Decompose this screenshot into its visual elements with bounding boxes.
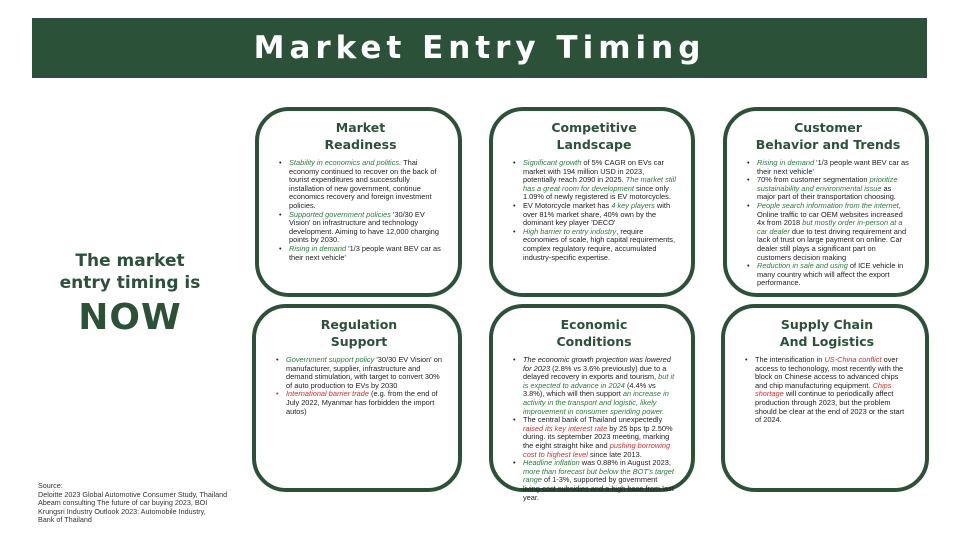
bullet-text: Chips shortage [755,380,892,399]
bullet-text: more than forecast but below the BOT's target range [523,466,674,485]
bullet-text: (2.8% vs 3.6% previously) due to a delayed recovery in exports and tourism, [523,363,667,382]
bullet-text: an increase in activity in the transport and logistic, likely improvement in consumer spending power. [523,389,669,416]
bullet-item [745,262,911,288]
source-label: Source: [38,481,63,490]
source-line: Krungsri Industry Outlook 2023: Automobile Industry, [38,506,206,516]
bullet-item [274,390,444,416]
bullet-text: The economic growth projection was lowered for 2023 [523,355,671,373]
card-title-line-1: Regulation [320,317,398,332]
card-title-line-1: Customer [794,120,862,135]
bullet-item [511,202,677,228]
bullet-item [511,459,677,502]
bullet-text: High barrier to entry industry [523,226,617,236]
bullet-text: Significant growth [523,158,582,167]
bullet-text: '30/30 EV Vision' on infrastructure and technology development. Aiming to have 12,000 charging points by 2030. [289,209,439,245]
card-title-line-1: Economic [560,317,628,332]
bullet-list [511,159,677,262]
title-banner [32,18,927,78]
bullet-item [277,245,444,262]
bullet-text: of 5% CAGR on EVs car market with 194 million USD in 2023, potentially reach 2090 in 2025. [523,158,664,185]
card-title-line-2: Landscape [556,137,632,152]
card-title-line-1: Market [335,120,386,135]
bullet-text: , Online traffic to car OEM websites increased 4x from 2018 [757,200,903,228]
hero-line-1: The market [75,251,185,271]
bullet-list [277,159,444,262]
card-title-line-2: Support [330,334,388,349]
hero-now: NOW [78,297,182,338]
hero-line-2: entry timing is [59,273,201,293]
bullet-list [743,356,911,425]
card-title [274,316,444,350]
card-market-readiness [255,107,462,297]
bullet-text: The intensification in [755,355,825,364]
card-economic-conditions [489,304,695,502]
bullet-item [511,159,677,202]
source-line: Bank of Thailand [38,515,92,525]
card-title-line-2: Readiness [324,137,397,152]
card-regulation-support [252,304,462,492]
bullet-list [745,159,911,288]
bullet-text: will continue to periodically affect production through 2023, but the problem should be clear at the end of 2023 or the start of 2024. [755,389,905,425]
bullet-text: US-China conflict [824,355,882,364]
bullet-text: since late 2013. [587,449,642,459]
card-title [511,316,677,350]
bullet-item [745,176,911,202]
bullet-text: 4 key players [611,200,655,210]
bullet-text: of 1-3%, supported by government living-cost subsidies and a high base from last year. [523,475,674,502]
bullet-text: as major part of their transportation choosing. [757,183,896,202]
bullet-text: Reduction in sale and using [757,261,848,271]
bullet-item [511,416,677,459]
bullet-text: EV Motorcycle market has [523,200,612,210]
source-line: Abeam consulting The future of car buying 2023, BOI [38,498,208,508]
bullet-text: prioritize sustainability and environmental issue [757,175,898,193]
bullet-text: International barrier trade [286,389,369,399]
bullet-text: over access to techonology, most recently with the block on Chinese access to advanced chips and chip manufacturing equipment. [755,355,904,390]
page-title: Market Entry Timing [253,30,706,66]
bullet-text: The market still has a great room for development [523,175,676,193]
bullet-item [277,159,444,211]
source-notes [38,482,227,525]
bullet-text: with over 81% market share, 40% own by the dominant key player 'DECO' [523,200,671,228]
bullet-text: '30/30 EV Vision' on manufacturer, supplier, infrastructure and demand stimulation, with target to convert 30% of auto production to EVs by 2030 [286,355,442,390]
bullet-item [511,356,677,416]
bullet-text: by 25 bps tp 2.50% during. its september 2023 meeting, marking the eight straight hike and [523,423,673,450]
card-title [277,119,444,153]
bullet-text: (e.g. from the end of July 2022, Myanmar has forbidden the import autos) [286,389,438,416]
bullet-text: Government support policy [286,355,375,364]
bullet-text: due to test driving requirement and lack of trust on large payment on online. Car dealer still plays a significant part on customers decision making [757,226,907,262]
card-title-line-2: Behavior and Trends [755,137,901,152]
bullet-list [511,356,677,502]
bullet-text: of ICE vehicle in many country which will affect the export performance. [757,261,904,288]
bullet-text: 70% from customer segmentation [757,175,870,185]
card-title-line-2: Conditions [556,334,632,349]
bullet-item [745,159,911,176]
card-title-line-2: And Logistics [779,334,875,349]
bullet-text: Rising in demand [757,158,815,167]
card-supply-chain [721,304,929,492]
bullet-list [274,356,444,416]
bullet-text: pushing borrowing cost to highest level [523,440,671,459]
bullet-text: '1/3 people want BEV car as their next vehicle' [757,158,909,176]
bullet-text: was 0.88% in August 2023, [579,458,671,468]
bullet-text: but it is expected to advance in 2024 [523,372,675,390]
bullet-text: Rising in demand [289,243,347,253]
bullet-text: (4.4% vs 3.8%), which will then support [523,380,656,399]
bullet-item [277,211,444,245]
bullet-item [745,202,911,262]
bullet-item [743,356,911,425]
card-title [511,119,677,153]
bullet-text: since only 1.09% of newly registered is EV motorcycles. [523,183,671,202]
card-title-line-1: Competitive [551,120,637,135]
bullet-text: The central bank of Thailand unexpectedly [523,415,663,425]
bullet-text: , require economies of scale, high capital requirements, complex regulatory require, accumulated industry-specific expertise. [523,226,675,262]
bullet-item [274,356,444,390]
bullet-item [511,228,677,262]
bullet-text: Thai economy continued to recover on the back of tourist expenditures and successfully installation of new government, continue economics recovery and foreign investment policies. [289,158,437,210]
source-line: Deloitte 2023 Global Automotive Consumer Study, Thailand [38,489,228,499]
bullet-text: '1/3 people want BEV car as their next vehicle' [289,243,441,262]
card-title-line-1: Supply Chain [780,317,874,332]
bullet-text: raised its key interest rate [523,423,608,433]
bullet-text: but mostly order in-person at a car dealer [757,218,903,236]
hero-statement [45,250,215,340]
bullet-text: Supported government policies [289,209,391,219]
card-title [745,119,911,153]
card-customer-behavior [723,107,929,297]
card-competitive-landscape [489,107,695,297]
bullet-text: Headline inflation [523,458,580,468]
bullet-text: Stability in economics and politics. [289,158,402,167]
card-title [743,316,911,350]
bullet-text: People search information from the internet [757,200,899,210]
